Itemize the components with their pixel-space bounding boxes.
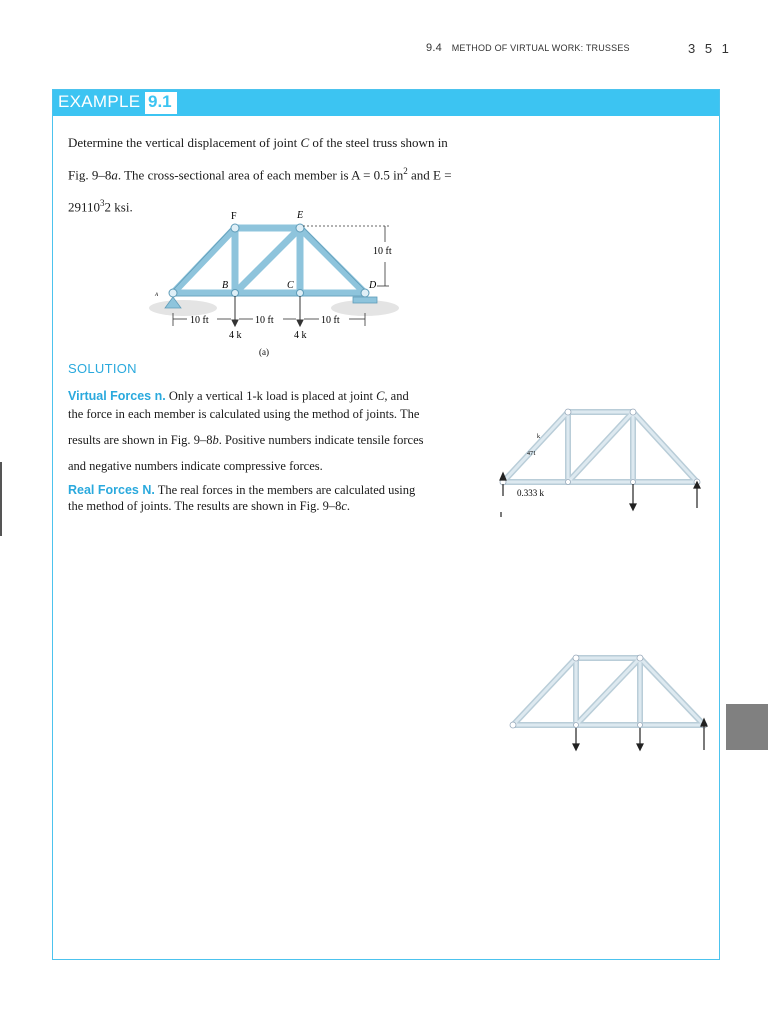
joint-label-a: A [155,293,159,298]
joint-label-c: C [287,280,294,291]
span-label-1: 10 ft [190,315,209,326]
section-number: 9.4 [426,42,442,54]
virtual-forces-heading: Virtual Forces n. [68,389,166,403]
span-label-3: 10 ft [321,315,340,326]
example-label: EXAMPLE [58,92,141,111]
span-label-2: 10 ft [255,315,274,326]
load-label-c: 4 k [294,330,307,341]
height-dimension-label: 10 ft [373,246,392,257]
problem-statement: Determine the vertical displacement of joint C of the steel truss shown in Fig. 9–8a. The cross-sectional area of each member is A = 0.5 $in^2$ and E = $29110^32$ ksi. [68,135,452,215]
real-forces-paragraph: Real Forces N. The real forces in the members are calculated using the method of joints. The results are shown in Fig. 9–8c. [68,483,416,513]
joint-label-e: E [297,210,304,221]
reaction-label: 0.333 k [517,488,544,498]
joint-label-d: D [369,280,377,291]
roller-support [353,297,377,303]
section-title: METHOD OF VIRTUAL WORK: TRUSSES [451,43,630,53]
figure-a-caption: (a) [259,347,269,357]
example-box [52,89,720,960]
support-shadow-left [149,300,217,316]
member-label-k: k [537,434,540,440]
solution-heading: SOLUTION [68,361,137,376]
example-number: 9.1 [148,92,172,111]
page-number: 3 5 1 [688,41,732,56]
joint-label-b: B [222,280,229,291]
left-edge-mark [0,462,2,536]
real-forces-heading: Real Forces N. [68,483,155,497]
example-banner [53,90,719,116]
virtual-forces-paragraph: Virtual Forces n. Only a vertical 1-k load is placed at joint C, and the force in each member is calculated using the method of joints. The results are shown in Fig. 9–8b. Positive numbers indicate tensile forces and negative numbers indicate compressive forces. [68,389,424,473]
joint-label-f: F [231,211,237,222]
truss-figure-a [143,202,463,362]
truss-figure-b [493,402,713,522]
load-label-b: 4 k [229,330,242,341]
chapter-side-tab [726,704,768,750]
running-head [426,42,630,54]
truss-figure-c [503,648,723,768]
member-label-471: 471 [527,451,536,457]
